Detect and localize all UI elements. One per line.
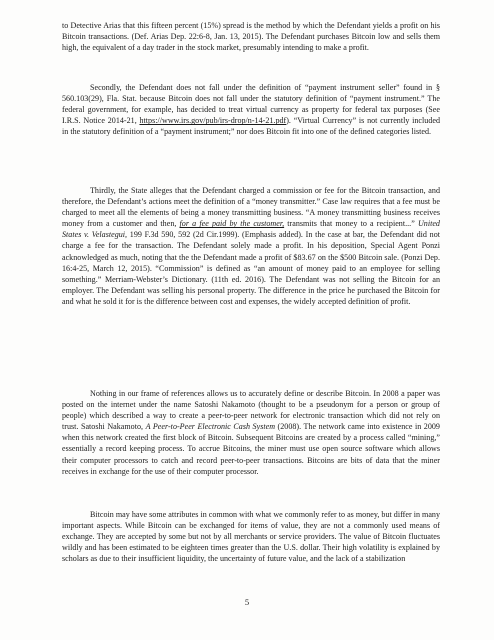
paragraph-4-text-b: (2008). The network came into existence in 2009 when this network created the first block of Bitcoin. Subsequent Bitcoins are created by a process called “mining,” essentially a record keeping process. To accrue Bitcoins, the miner must use open source software which allows their computer processors to catch and record peer-to-peer transactions. Bitcoins are bits of data that the miner receives in exchange for the use of their computer processor. [62,422,440,476]
irs-notice-link[interactable]: https://www.irs.gov/pub/irs-drop/n-14-21.pdf [139,116,287,126]
paragraph-3-text-b: transmits that money to a recipient...” [284,219,418,229]
paragraph-2 [62,82,440,137]
paragraph-1-text: to Detective Arias that this fifteen percent (15%) spread is the method by which the Defendant yields a profit on his Bitcoin transactions. (Def. Arias Dep. 22:6-8, Jan. 13, 2015). The Defendant purchases Bitcoin low and sells them high, the equivalent of a day trader in the stock market, presumably intending to make a profit. [62,21,440,53]
paragraph-5-text: Bitcoin may have some attributes in common with what we commonly refer to as money, but differ in many important aspects. While Bitcoin can be exchanged for items of value, they are not a commonly used means of exchange. They are accepted by some but not by all merchants or service providers. The value of Bitcoin fluctuates wildly and has been estimated to be eighteen times greater than the U.S. dollar. Their high volatility is explained by scholars as due to their insufficient liquidity, the uncertainty of future value, and the lack of a stabilization [62,510,440,564]
paragraph-4-text-a: Nothing in our frame of references allows us to accurately define or describe Bitcoin. In 2008 a paper was posted on the internet under the name Satoshi Nakamoto (thought to be a pseudonym for a person or group of people) which described a way to create a peer-to-peer network for electronic transaction which did not rely on trust. Satoshi Nakamoto, [62,389,440,432]
paragraph-3-emphasis: for a fee paid by the customer, [179,219,285,229]
paragraph-2-text-a: Secondly, the Defendant does not fall under the definition of “payment instrument seller” found in § 560.103(29), Fla. Stat. because Bitcoin does not fall under the statutory definition of “payment instrument.” The federal government, for example, has decided to treat virtual currency as property for federal tax purposes (See I.R.S. Notice 2014-21, [62,83,440,126]
paragraph-1 [62,20,440,53]
paragraph-5 [62,509,440,564]
paragraph-4 [62,388,440,477]
paragraph-3-text-c: 199 F.3d 590, 592 (2d Cir.1999). (Emphasis added). In the case at bar, the Defendant did not charge a fee for the transaction. The Defendant solely made a profit. In his deposition, Special Agent Ponzi acknowledged as much, noting that the the Defendant made a profit of $83.67 on the $500 Bitcoin sale. (Ponzi Dep. 16:4-25, March 12, 2015). “Commission” is defined as “an amount of money paid to an employee for selling something.” Merriam-Webster’s Dictionary. (11th ed. 2016). The Defendant was not selling the Bitcoin for an employer. The Defendant was selling his personal property. The difference in the price he purchased the Bitcoin for and what he sold it for is the difference between cost and expenses, the widely accepted definition of profit. [62,230,440,306]
paragraph-3 [62,185,440,307]
paragraph-2-text-b: ). “Virtual Currency” is not currently included in the statutory definition of a “payment instrument;” nor does Bitcoin fit into one of the defined categories listed. [62,116,440,137]
paragraph-4-paper-title: A Peer-to-Peer Electronic Cash System [145,422,276,432]
paragraph-3-case-name: United States v. Velastegui, [62,219,440,240]
page-number: 5 [244,597,250,607]
paragraph-3-text-a: Thirdly, the State alleges that the Defendant charged a commission or fee for the Bitcoin transaction, and therefore, the Defendant’s actions meet the definition of a “money transmitter.” Case law requires that a fee must be charged to meet all the elements of being a money transmitting business. “A money transmitting business receives money from a customer and then, [62,186,440,229]
